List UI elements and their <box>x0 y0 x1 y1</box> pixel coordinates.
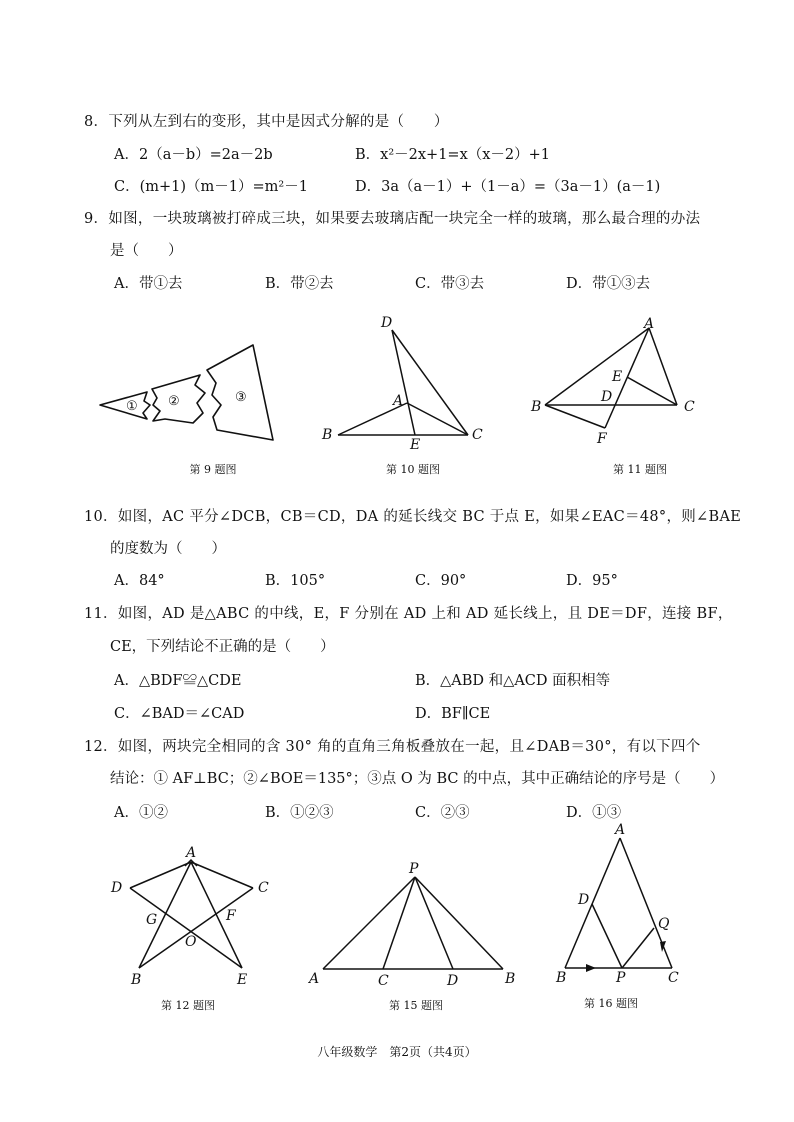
q10-stem-line1: 10．如图，AC 平分∠DCB，CB＝CD，DA 的延长线交 BC 于点 E，如果∠EAC＝48°，则∠BAE <box>84 509 742 525</box>
point-label-C: C <box>258 880 269 896</box>
point-label-B: B <box>505 971 516 987</box>
q11-option-d: D．BF∥CE <box>415 706 491 722</box>
page-footer: 八年级数学 第2页（共4页） <box>317 1045 477 1059</box>
point-label-A: A <box>644 316 655 332</box>
point-label-D: D <box>381 315 393 331</box>
q10-option-c: C．90° <box>415 573 467 589</box>
point-label-E: E <box>410 437 421 453</box>
point-label-F: F <box>597 431 607 447</box>
q11-option-c: C．∠BAD＝∠CAD <box>114 706 245 722</box>
point-label-C: C <box>378 973 389 989</box>
figure-11-caption: 第 11 题图 <box>613 463 667 476</box>
q12-stem-line1: 12．如图，两块完全相同的含 30° 角的直角三角板叠放在一起，且∠DAB＝30°，有以下四个 <box>84 739 701 755</box>
piece-label-3: ③ <box>235 390 247 405</box>
point-label-A: A <box>393 393 404 409</box>
point-label-C: C <box>684 399 695 415</box>
arrow-on-bc-icon <box>586 964 596 972</box>
q8-option-b: B．x²－2x+1=x（x－2）+1 <box>355 147 551 163</box>
point-label-D: D <box>601 389 613 405</box>
q11-stem-line1: 11．如图，AD 是△ABC 的中线，E，F 分别在 AD 上和 AD 延长线上，且 DE＝DF，连接 BF， <box>84 606 733 622</box>
q10-option-d: D．95° <box>566 573 618 589</box>
point-label-P: P <box>409 861 419 877</box>
q12-option-c: C．②③ <box>415 805 470 821</box>
point-label-D: D <box>447 973 459 989</box>
q11-option-b: B．△ABD 和△ACD 面积相等 <box>415 673 611 689</box>
q11-stem-line2: CE，下列结论不正确的是（ ） <box>110 639 335 655</box>
q9-option-b: B．带②去 <box>265 276 334 292</box>
q9-option-a: A．带①去 <box>114 276 183 292</box>
point-label-E: E <box>612 369 623 385</box>
glass-piece-1 <box>100 392 150 419</box>
q11-option-a: A．△BDF≌△CDE <box>114 673 242 689</box>
point-label-B: B <box>531 399 542 415</box>
q8-option-c: C．(m+1)（m－1）=m²－1 <box>114 179 308 195</box>
figure-15 <box>305 855 525 990</box>
point-label-F: F <box>226 908 236 924</box>
point-label-A: A <box>615 822 626 838</box>
piece-label-2: ② <box>168 394 180 409</box>
figure-12-caption: 第 12 题图 <box>161 999 215 1012</box>
point-label-P: P <box>616 970 626 986</box>
point-label-E: E <box>237 972 248 988</box>
figure-16 <box>550 820 700 990</box>
figure-9-caption: 第 9 题图 <box>189 463 237 476</box>
q10-stem-line2: 的度数为（ ） <box>110 541 226 557</box>
point-label-A: A <box>309 971 320 987</box>
figure-16-caption: 第 16 题图 <box>584 997 638 1010</box>
q12-stem-line2: 结论：① AF⊥BC；②∠BOE＝135°；③点 O 为 BC 的中点，其中正确结论的序号是（ ） <box>110 771 725 787</box>
q8-stem: 8．下列从左到右的变形，其中是因式分解的是（ ） <box>84 114 449 130</box>
q10-option-b: B．105° <box>265 573 326 589</box>
point-label-Q: Q <box>658 916 670 932</box>
point-label-C: C <box>472 427 483 443</box>
point-label-B: B <box>322 427 333 443</box>
point-label-D: D <box>578 892 590 908</box>
figure-15-caption: 第 15 题图 <box>389 999 443 1012</box>
point-label-G: G <box>146 912 158 928</box>
q9-option-c: C．带③去 <box>415 276 485 292</box>
figure-10-caption: 第 10 题图 <box>386 463 440 476</box>
point-label-B: B <box>131 972 142 988</box>
q8-option-d: D．3a（a－1）+（1－a）=（3a－1）(a－1) <box>355 179 661 195</box>
q8-option-a: A．2（a－b）=2a－2b <box>114 147 273 163</box>
figure-9 <box>95 335 285 445</box>
figure-10 <box>320 315 495 455</box>
q9-stem-line1: 9．如图，一块玻璃被打碎成三块，如果要去玻璃店配一块完全一样的玻璃，那么最合理的办法 <box>84 211 701 227</box>
point-label-D: D <box>111 880 123 896</box>
q9-stem-line2: 是（ ） <box>110 243 183 259</box>
point-label-O: O <box>185 934 197 950</box>
figure-11 <box>527 313 707 453</box>
piece-label-1: ① <box>126 399 138 414</box>
figure-12 <box>105 840 290 990</box>
point-label-C: C <box>668 970 679 986</box>
point-label-A: A <box>186 845 197 861</box>
q10-option-a: A．84° <box>114 573 165 589</box>
point-label-B: B <box>556 970 567 986</box>
q12-option-b: B．①②③ <box>265 805 334 821</box>
q12-option-d: D．①③ <box>566 805 622 821</box>
q12-option-a: A．①② <box>114 805 168 821</box>
q9-option-d: D．带①③去 <box>566 276 651 292</box>
